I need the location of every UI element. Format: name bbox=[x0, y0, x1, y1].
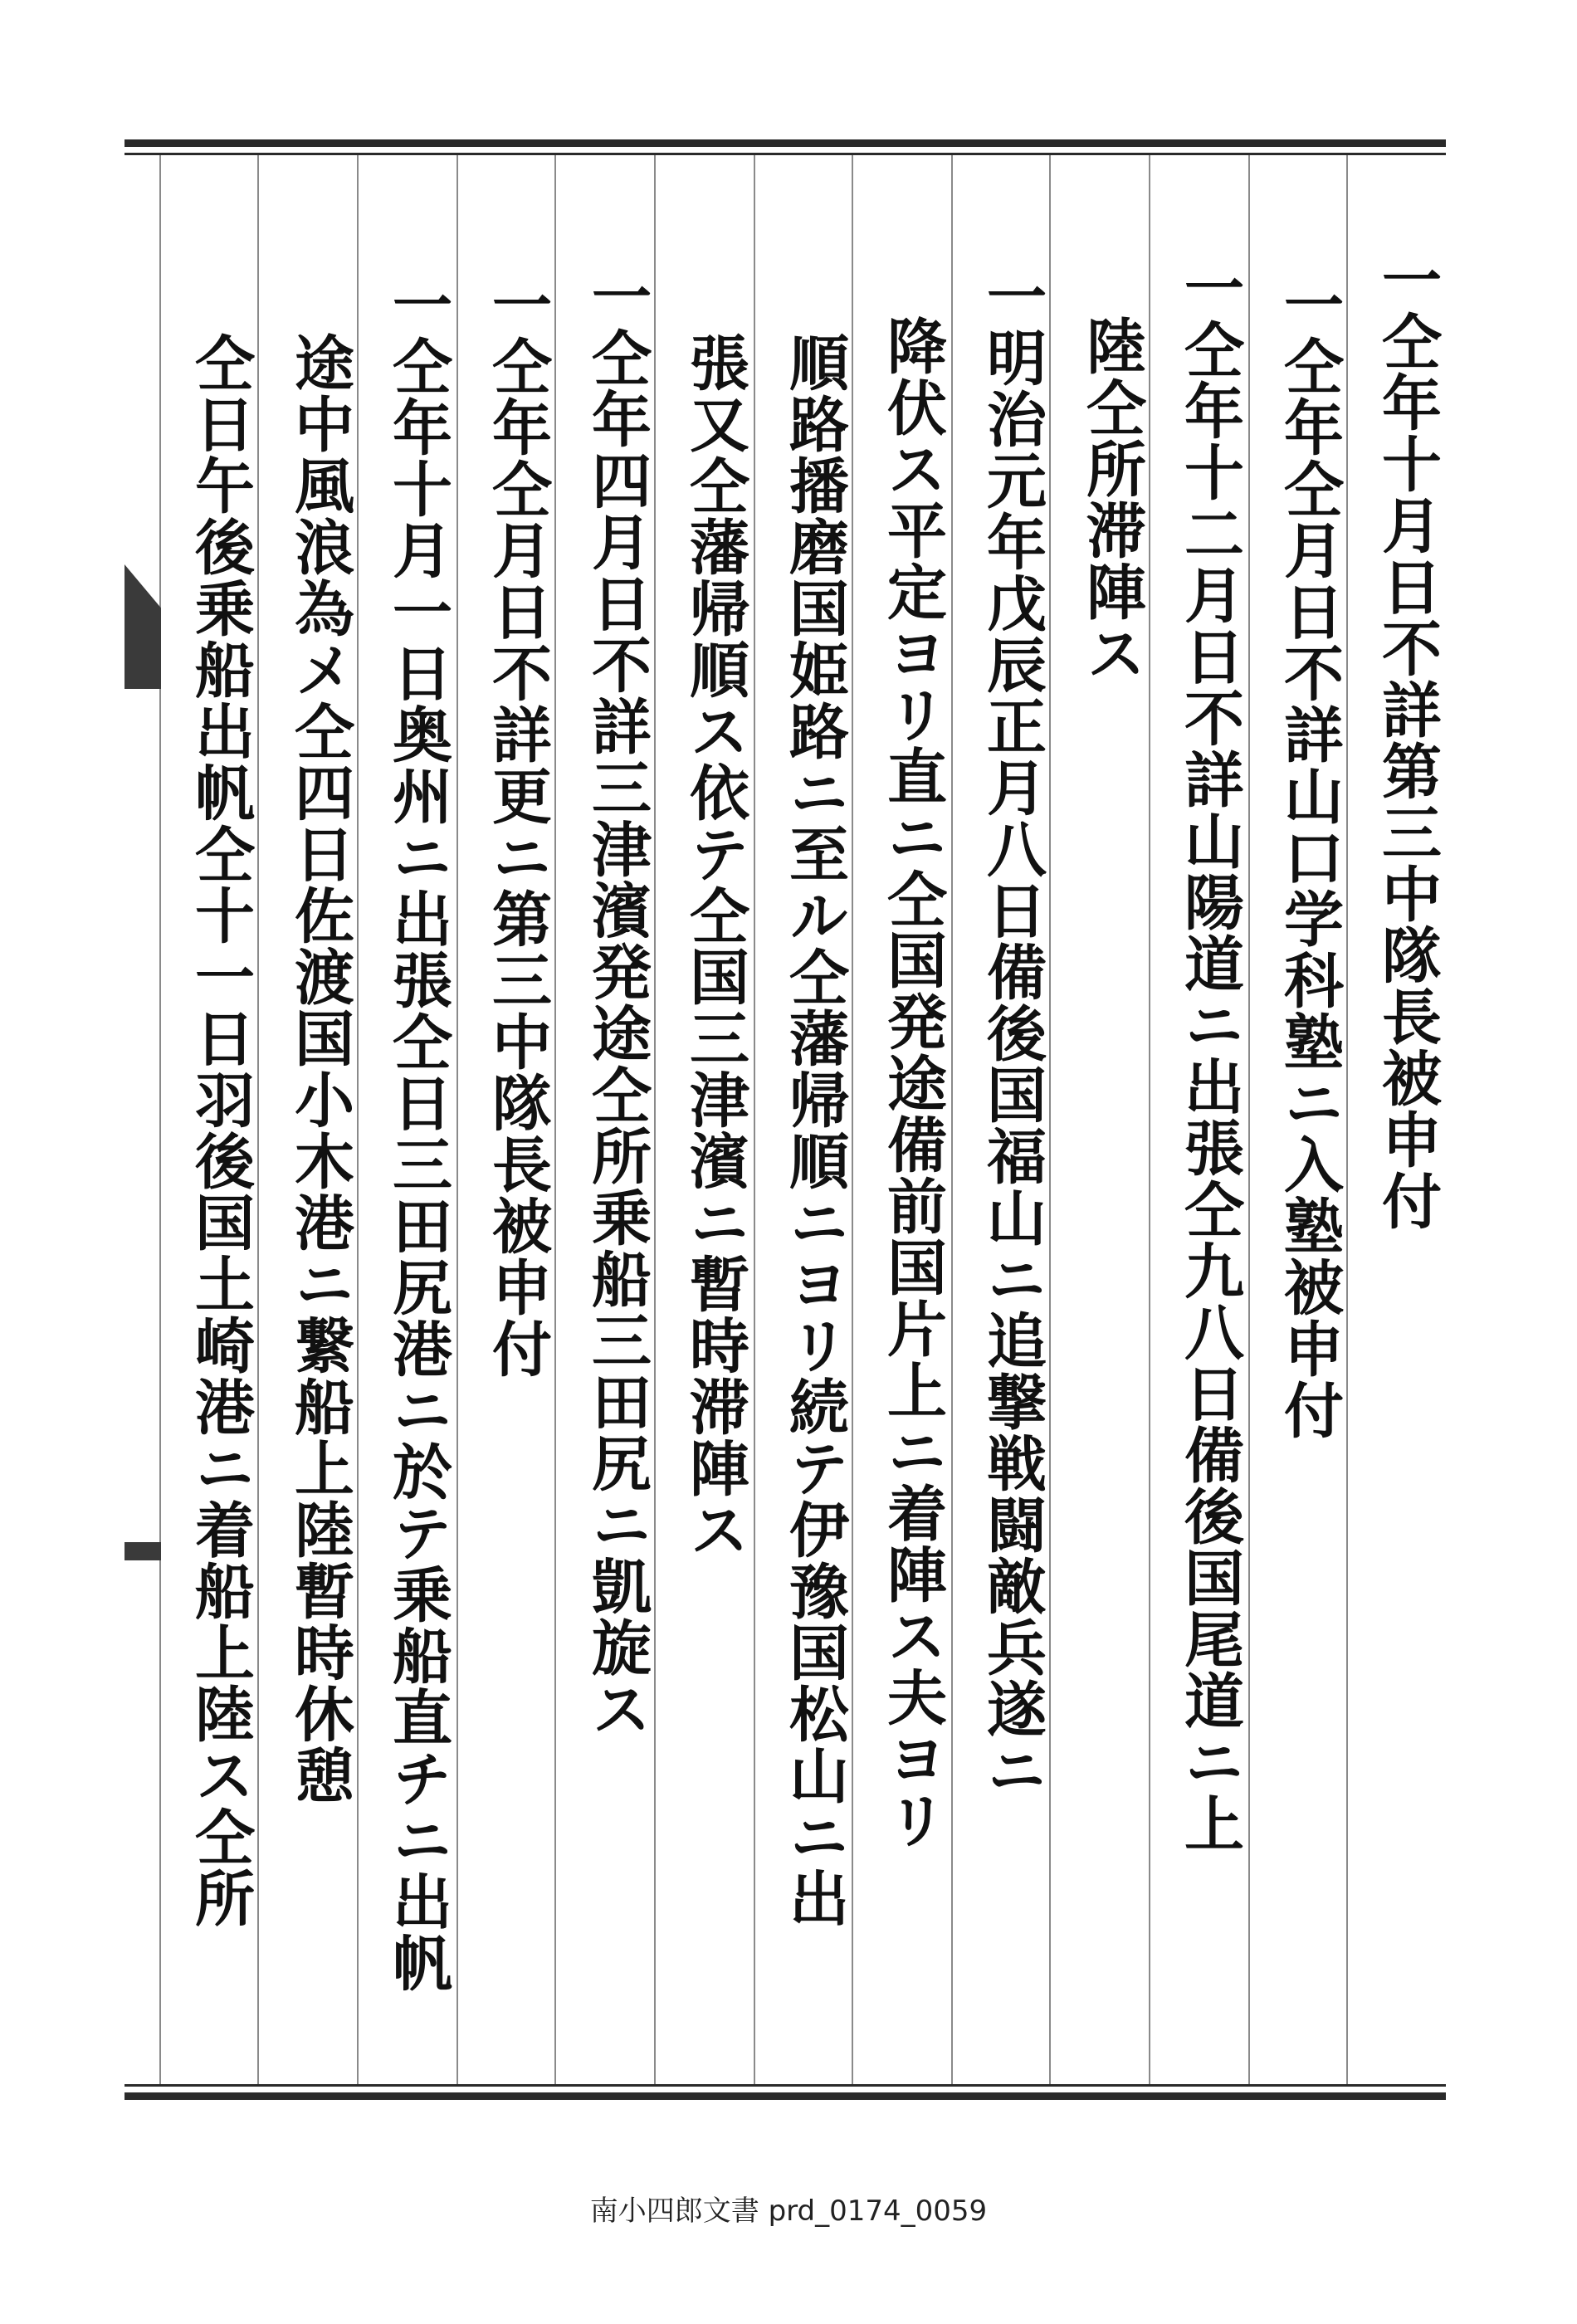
text-column-2: 一仝年仝月日不詳山口学科塾ニ入塾被申付 bbox=[1274, 274, 1345, 1441]
text-column-6: 降伏ス平定ヨリ直ニ仝国発途備前国片上ニ着陣ス夫ヨリ bbox=[877, 315, 948, 1851]
text-column-10: 一仝年仝月日不詳更ニ第三中隊長被申付 bbox=[482, 274, 553, 1379]
column-rule bbox=[159, 155, 161, 2084]
document-caption: 南小四郎文書 prd_0174_0059 bbox=[589, 2195, 988, 2228]
text-column-3: 一仝年十二月日不詳山陽道ニ出張仝九八日備後国尾道ニ上 bbox=[1174, 257, 1245, 1854]
text-column-13: 仝日午後乗船出帆仝十一日羽後国土崎港ニ着船上陸ス仝所 bbox=[185, 332, 256, 1929]
bottom-border-thick bbox=[124, 2092, 1446, 2100]
bottom-border-thin bbox=[124, 2084, 1446, 2087]
text-column-11: 一仝年十月一日奥州ニ出張仝日三田尻港ニ於テ乗船直チニ出帆 bbox=[383, 274, 453, 1994]
text-column-5: 一明治元年戊辰正月八日備後国福山ニ追撃戦闘敵兵遂ニ bbox=[977, 266, 1047, 1801]
text-column-9: 一仝年四月日不詳三津濱発途仝所乗船三田尻ニ凱旋ス bbox=[582, 266, 652, 1740]
text-column-1: 一仝年十月日不詳第三中隊長被申付 bbox=[1372, 249, 1443, 1232]
top-border-thick bbox=[124, 139, 1446, 147]
text-column-8: 張又仝藩帰順ス依テ仝国三津濱ニ暫時滞陣ス bbox=[680, 332, 750, 1560]
text-column-7: 順路播磨国姫路ニ至ル仝藩帰順ニヨリ続テ伊豫国松山ニ出 bbox=[779, 332, 850, 1929]
text-column-12: 途中風浪為メ仝四日佐渡国小木港ニ繋船上陸暫時休憩 bbox=[285, 332, 355, 1806]
binding-mark bbox=[124, 1542, 161, 1560]
text-column-4: 陸仝所滞陣ス bbox=[1077, 315, 1147, 684]
